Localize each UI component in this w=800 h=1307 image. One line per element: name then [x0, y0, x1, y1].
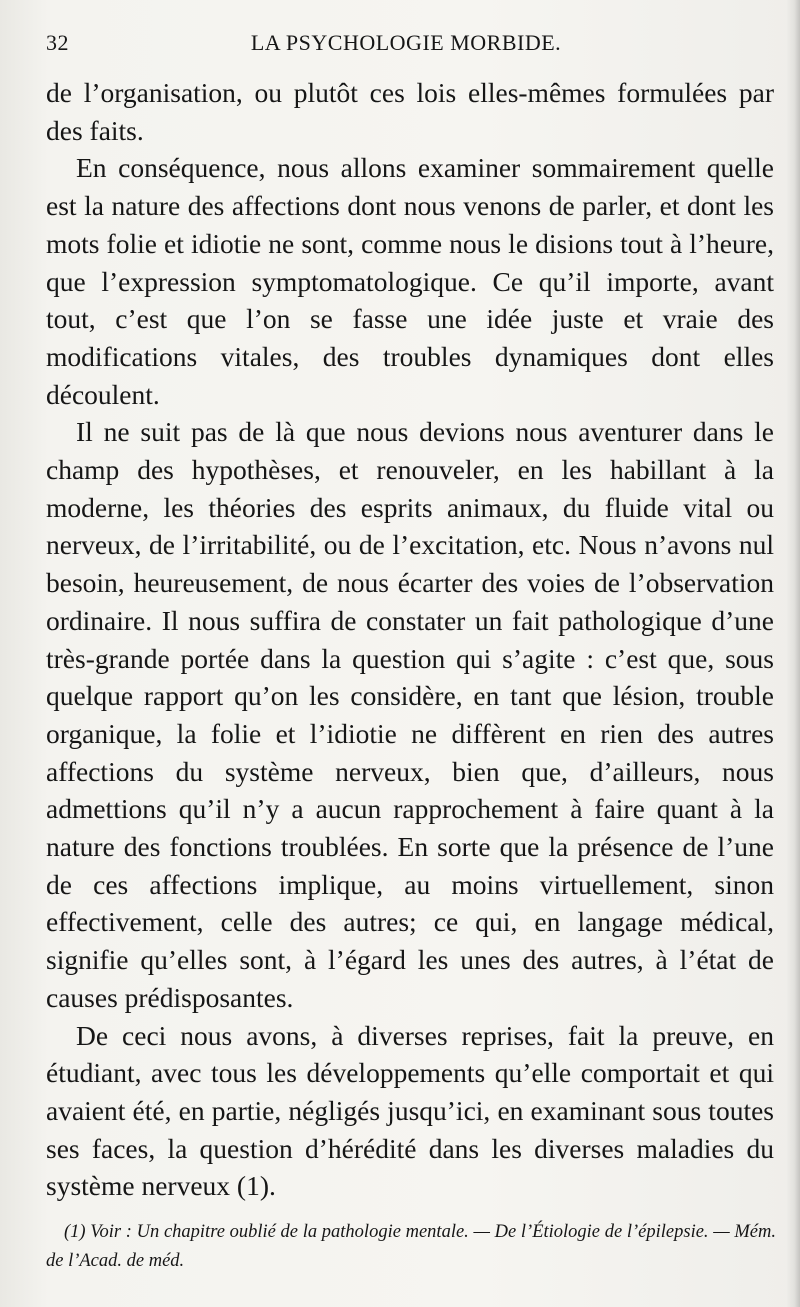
paragraph: De ceci nous avons, à diverses reprises, fait la preuve, en étudiant, avec tous les développements qu’elle comportait et qui avaient été, en partie, négligés jusqu’ici, en examinant sous toutes ses faces, la question d’hérédité dans les diverses maladies du système nerveux (1).: [46, 1019, 774, 1202]
page-edge-shadow: [786, 0, 800, 1307]
paragraph: Il ne suit pas de là que nous devions nous aventurer dans le champ des hypothèses, et renouveler, en les habillant à la moderne, les théories des esprits animaux, du fluide vital ou nerveux, de l’irritabilité, ou de l’excitation, etc. Nous n’avons nul besoin, heureusement, de nous écarter des voies de l’observation ordinaire. Il nous suffira de constater un fait pathologique d’une très-grande portée dans la question qui s’agite : c’est que, sous quelque rapport qu’on les considère, en tant que lésion, trouble organique, la folie et l’idiotie ne diffèrent en rien des autres affections du système nerveux, bien que, d’ailleurs, nous admettions qu’il n’y a aucun rapprochement à faire quant à la nature des fonctions troublées. En sorte que la présence de l’une de ces affections implique, au moins virtuellement, sinon effectivement, celle des autres; ce qui, en langage médical, signifie qu’elles sont, à l’égard les unes des autres, à l’état de causes prédisposantes.: [46, 416, 774, 1013]
page-header: [46, 30, 766, 62]
footnote: (1) Voir : Un chapitre oublié de la pathologie mentale. — De l’Étiologie de l’épilepsie. — Mém. de l’Acad. de méd.: [46, 1222, 776, 1271]
page-number: 32: [46, 30, 69, 55]
paragraph-continuation: de l’organisation, ou plutôt ces lois elles-mêmes formulées par des faits.: [46, 77, 774, 146]
paragraph: En conséquence, nous allons examiner sommairement quelle est la nature des affections dont nous venons de parler, et dont les mots folie et idiotie ne sont, comme nous le disions tout à l’heure, que l’expression symptomatologique. Ce qu’il importe, avant tout, c’est que l’on se fasse une idée juste et vraie des modifications vitales, des troubles dynamiques dont elles découlent.: [46, 152, 774, 410]
body-text: [46, 74, 774, 1205]
running-title: LA PSYCHOLOGIE MORBIDE.: [250, 30, 562, 55]
footnotes: [46, 1218, 776, 1276]
